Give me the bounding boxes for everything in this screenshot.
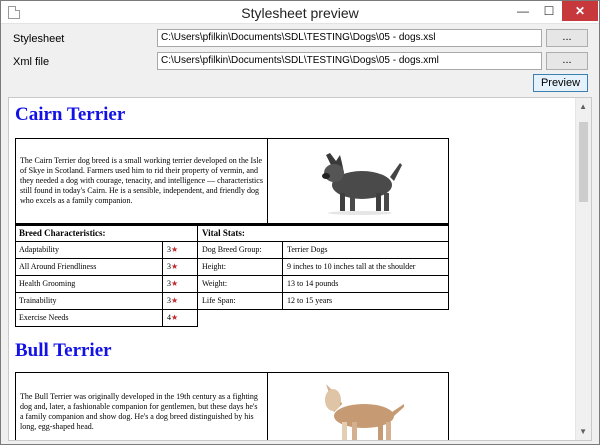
breed-title: Cairn Terrier	[15, 104, 126, 125]
xml-file-label: Xml file	[13, 56, 50, 68]
characteristic-name: Exercise Needs	[19, 313, 69, 322]
breed-description: The Cairn Terrier dog breed is a small working terrier developed on the Isle of Skye in Scotland. Farmers used him to rid their property of vermin, and they needed a dog with courage, tenacity, and intelligence — characteristics still found in today's Cairn. He is a sensible, independent, and friendly dog who excels as a family companion.	[20, 156, 263, 205]
breed-description-cell	[16, 139, 268, 223]
characteristic-rating: 3★	[167, 245, 179, 254]
breed-info-box	[15, 372, 449, 441]
vital-value: 9 inches to 10 inches tall at the shoulder	[287, 262, 416, 271]
breed-photo	[269, 139, 449, 223]
vital-label: Weight:	[202, 279, 228, 288]
characteristic-name: Health Grooming	[19, 279, 76, 288]
preview-pane[interactable]	[8, 97, 592, 441]
vital-label: Height:	[202, 262, 226, 271]
scroll-up-arrow-icon[interactable]: ▲	[579, 102, 587, 111]
xml-path-field[interactable]: C:\Users\pfilkin\Documents\SDL\TESTING\Dogs\05 - dogs.xml	[157, 52, 542, 70]
breed-title: Bull Terrier	[15, 340, 112, 361]
vital-label: Life Span:	[202, 296, 236, 305]
title-bar	[1, 1, 599, 24]
star-icon: ★	[171, 296, 179, 305]
characteristic-name: Adaptability	[19, 245, 59, 254]
stylesheet-label: Stylesheet	[13, 33, 65, 45]
characteristic-rating: 3★	[167, 296, 179, 305]
minimize-button[interactable]: —	[517, 4, 529, 18]
window-title: Stylesheet preview	[241, 5, 359, 21]
characteristics-heading: Breed Characteristics:	[19, 228, 106, 238]
breed-description-cell	[16, 373, 268, 441]
maximize-button[interactable]: ☐	[543, 4, 555, 18]
star-icon: ★	[171, 245, 179, 254]
star-icon: ★	[171, 279, 179, 288]
characteristic-rating: 3★	[167, 262, 179, 271]
vital-value: 13 to 14 pounds	[287, 279, 339, 288]
preview-button[interactable]: Preview	[533, 74, 588, 92]
breed-photo	[269, 373, 449, 441]
stylesheet-path-field[interactable]: C:\Users\pfilkin\Documents\SDL\TESTING\Dogs\05 - dogs.xsl	[157, 29, 542, 47]
stylesheet-browse-button[interactable]: ...	[546, 29, 588, 47]
scrollbar-thumb[interactable]	[579, 122, 588, 202]
breed-description: The Bull Terrier was originally developed in the 19th century as a fighting dog and, later, a fashionable companion for gentlemen, but these days he's a family companion and show dog. He's a dog breed distinguished by his long, egg-shaped head.	[20, 392, 258, 431]
xml-browse-button[interactable]: ...	[546, 52, 588, 70]
characteristic-rating: 4★	[167, 313, 179, 322]
characteristic-name: Trainability	[19, 296, 57, 305]
vital-label: Dog Breed Group:	[202, 245, 262, 254]
star-icon: ★	[171, 313, 179, 322]
star-icon: ★	[171, 262, 179, 271]
vital-value: Terrier Dogs	[287, 245, 328, 254]
vital-value: 12 to 15 years	[287, 296, 333, 305]
characteristic-rating: 3★	[167, 279, 179, 288]
bull-terrier-image	[304, 376, 414, 441]
breed-info-box	[15, 138, 449, 224]
vitals-heading: Vital Stats:	[202, 228, 245, 238]
characteristic-name: All Around Friendliness	[19, 262, 97, 271]
cairn-terrier-image	[304, 141, 414, 221]
close-button[interactable]: ✕	[562, 1, 598, 21]
scroll-down-arrow-icon[interactable]: ▼	[579, 427, 587, 436]
vertical-scrollbar[interactable]	[575, 98, 591, 440]
